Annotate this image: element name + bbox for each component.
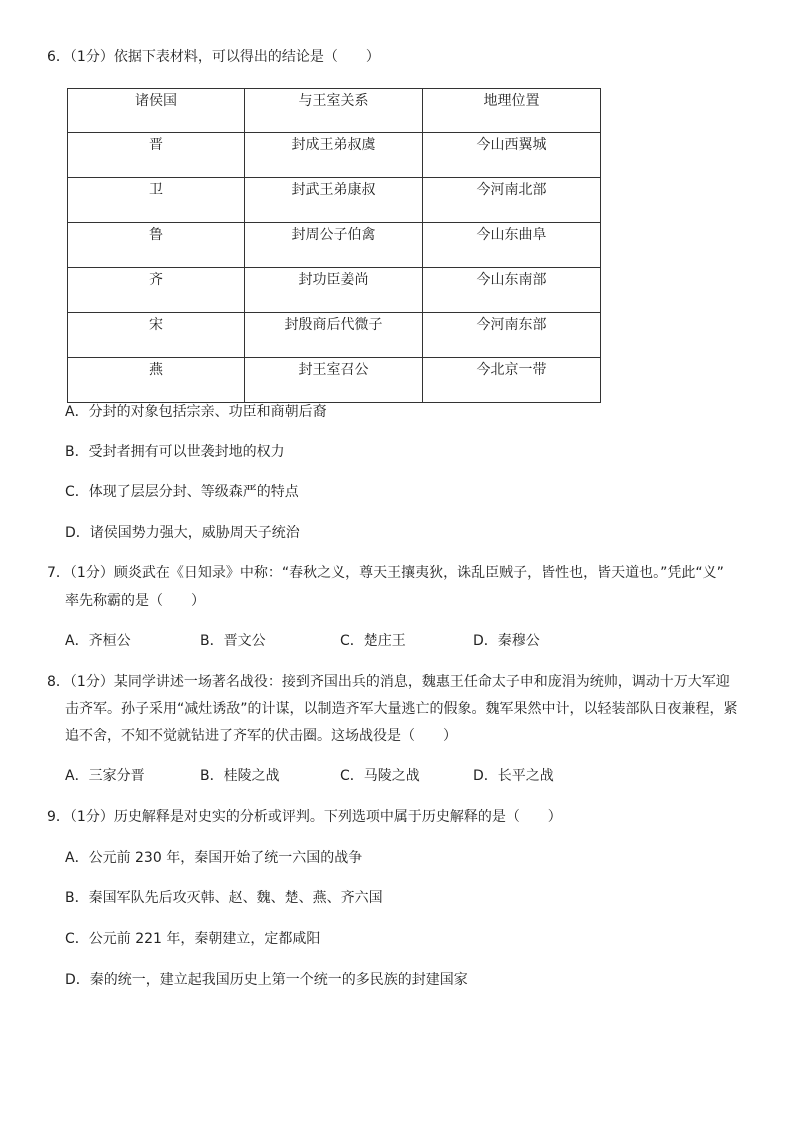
table-row — [68, 133, 601, 178]
table-cell: 今北京一带 — [423, 358, 601, 403]
table-cell: 今山东曲阜 — [423, 223, 601, 268]
table-cell: 今河南东部 — [423, 313, 601, 358]
table-cell: 封殷商后代微子 — [245, 313, 423, 358]
question-9-option-a[interactable]: A．公元前 230 年，秦国开始了统一六国的战争 — [65, 850, 363, 866]
question-9-stem: 9．（1分）历史解释是对史实的分析或评判。下列选项中属于历史解释的是（ ） — [47, 809, 562, 825]
question-6-option-a[interactable]: A．分封的对象包括宗亲、功臣和商朝后裔 — [65, 404, 327, 420]
table-header-cell: 地理位置 — [423, 89, 601, 133]
table-cell: 今河南北部 — [423, 178, 601, 223]
table-row — [68, 268, 601, 313]
table-row — [68, 223, 601, 268]
table-header-cell: 与王室关系 — [245, 89, 423, 133]
table-cell: 封功臣姜尚 — [245, 268, 423, 313]
question-7-option-a[interactable]: A．齐桓公 — [65, 633, 131, 649]
question-7-option-b[interactable]: B．晋文公 — [200, 633, 266, 649]
question-8-option-a[interactable]: A．三家分晋 — [65, 768, 145, 784]
question-9-option-c[interactable]: C．公元前 221 年，秦朝建立，定都咸阳 — [65, 931, 321, 947]
table-cell: 今山东南部 — [423, 268, 601, 313]
table-cell: 封周公子伯禽 — [245, 223, 423, 268]
table-row — [68, 178, 601, 223]
question-6-option-d[interactable]: D．诸侯国势力强大，威胁周天子统治 — [65, 525, 300, 541]
table-cell: 卫 — [68, 178, 245, 223]
question-8-option-c[interactable]: C．马陵之战 — [340, 768, 420, 784]
question-6-option-b[interactable]: B．受封者拥有可以世袭封地的权力 — [65, 444, 285, 460]
table-row — [68, 313, 601, 358]
table-cell: 封成王弟叔虞 — [245, 133, 423, 178]
question-8-option-b[interactable]: B．桂陵之战 — [200, 768, 280, 784]
question-7-option-c[interactable]: C．楚庄王 — [340, 633, 406, 649]
question-7-stem-continued: 率先称霸的是（ ） — [65, 593, 205, 609]
table-cell: 宋 — [68, 313, 245, 358]
table-cell: 今山西翼城 — [423, 133, 601, 178]
question-8-stem: 8．（1分）某同学讲述一场著名战役：接到齐国出兵的消息，魏惠王任命太子申和庞涓为统帅，调动十万大军迎 — [47, 674, 730, 690]
question-7-stem: 7．（1分）顾炎武在《日知录》中称：“春秋之义，尊天王攘夷狄，诛乱臣贼子，皆性也，皆天道也。”凭此“义” — [47, 565, 724, 581]
table-header-row — [68, 89, 601, 133]
question-9-option-d[interactable]: D．秦的统一，建立起我国历史上第一个统一的多民族的封建国家 — [65, 972, 468, 988]
question-7-option-d[interactable]: D．秦穆公 — [473, 633, 540, 649]
question-8-option-d[interactable]: D．长平之战 — [473, 768, 554, 784]
question-8-stem-continued: 追不舍，不知不觉就钻进了齐军的伏击圈。这场战役是（ ） — [65, 728, 457, 744]
feudal-states-table — [67, 88, 601, 403]
table-cell: 封王室召公 — [245, 358, 423, 403]
question-6-option-c[interactable]: C．体现了层层分封、等级森严的特点 — [65, 484, 299, 500]
table-cell: 晋 — [68, 133, 245, 178]
table-cell: 齐 — [68, 268, 245, 313]
question-9-option-b[interactable]: B．秦国军队先后攻灭韩、赵、魏、楚、燕、齐六国 — [65, 890, 383, 906]
table-cell: 封武王弟康叔 — [245, 178, 423, 223]
table-cell: 鲁 — [68, 223, 245, 268]
question-8-stem-continued: 击齐军。孙子采用“减灶诱敌”的计谋，以制造齐军大量逃亡的假象。魏军果然中计，以轻装部队日夜兼程，紧 — [65, 701, 738, 717]
table-cell: 燕 — [68, 358, 245, 403]
table-header-cell: 诸侯国 — [68, 89, 245, 133]
table-row — [68, 358, 601, 403]
question-6-stem: 6．（1分）依据下表材料，可以得出的结论是（ ） — [47, 49, 380, 65]
